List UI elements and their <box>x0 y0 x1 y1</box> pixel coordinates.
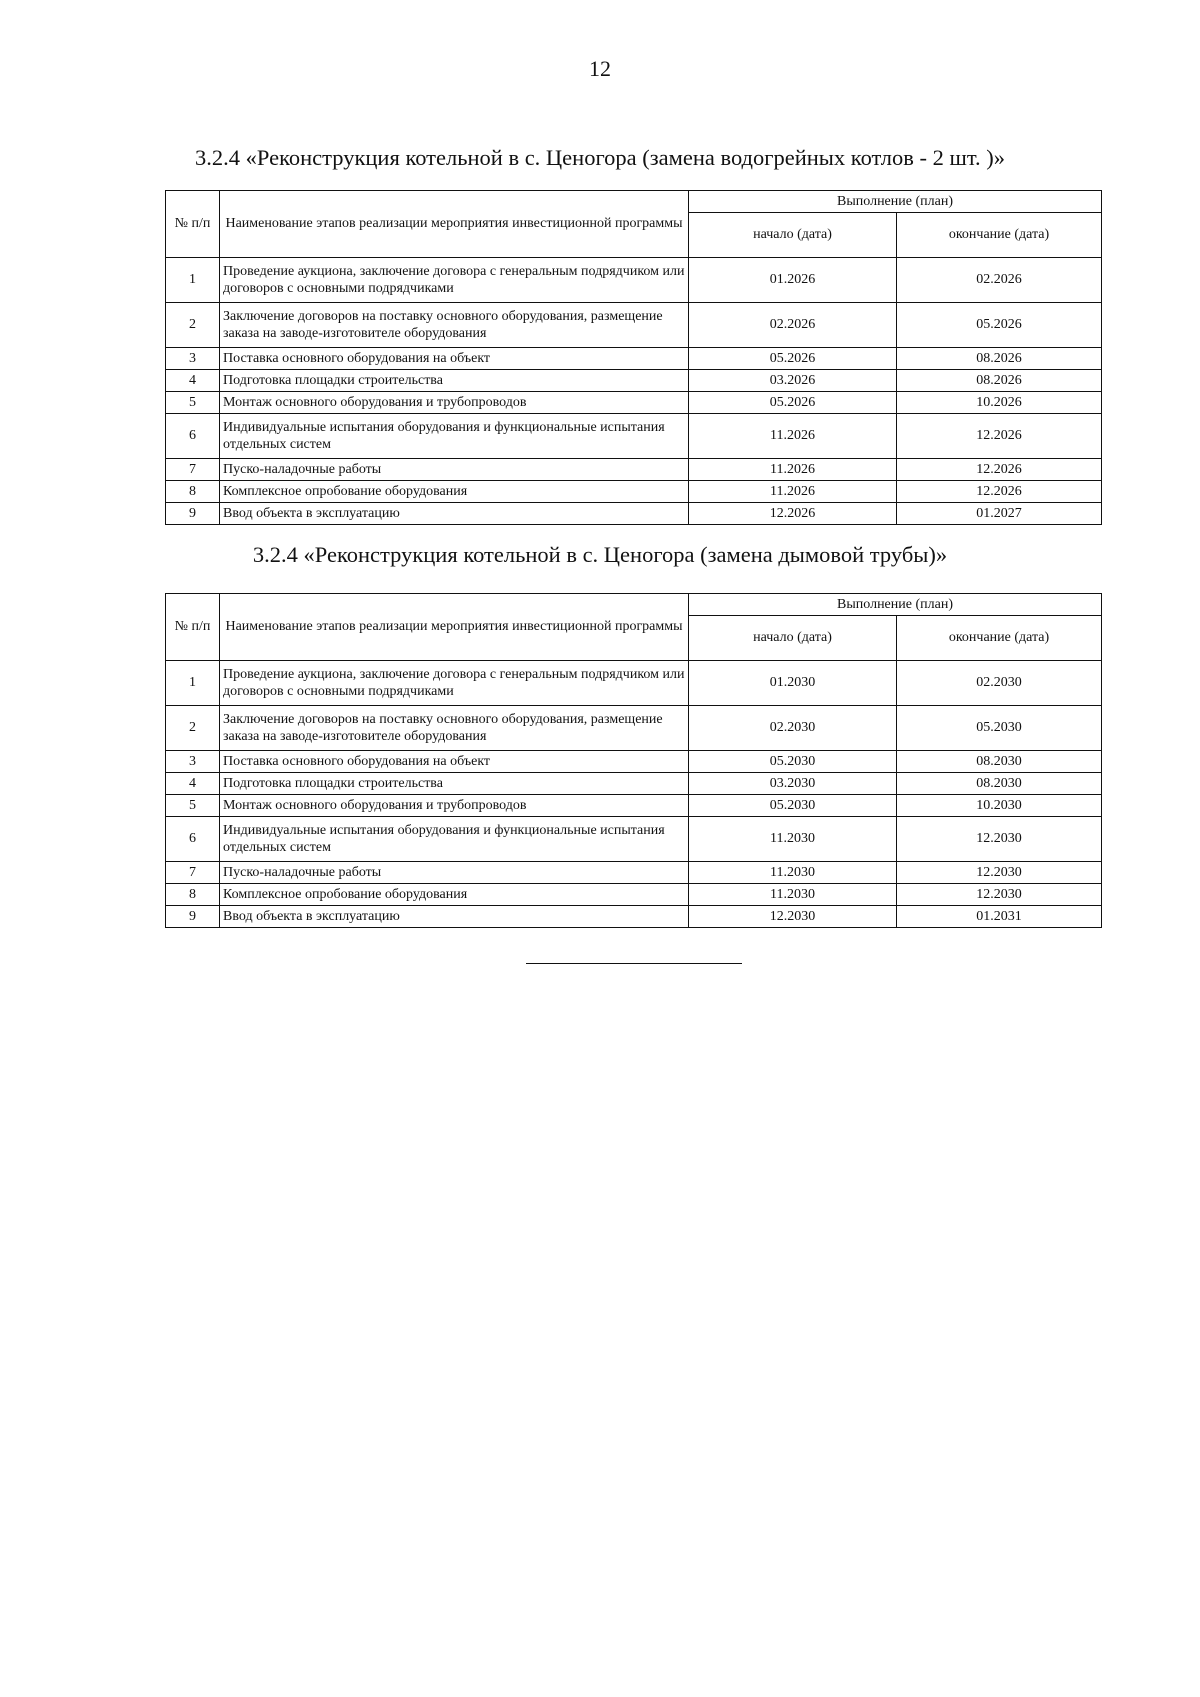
row-num: 2 <box>166 303 220 348</box>
section-title: 3.2.4 «Реконструкция котельной в с. Ценогора (замена дымовой трубы)» <box>252 542 948 567</box>
row-end: 02.2030 <box>897 661 1102 706</box>
row-num: 7 <box>166 459 220 481</box>
table-row <box>166 884 1102 906</box>
table-row <box>166 906 1102 928</box>
row-name: Заключение договоров на поставку основного оборудования, размещение заказа на заводе-изготовителе оборудования <box>220 303 689 348</box>
row-end: 05.2030 <box>897 706 1102 751</box>
table-row <box>166 481 1102 503</box>
table-row <box>166 795 1102 817</box>
row-name: Ввод объекта в эксплуатацию <box>220 503 689 525</box>
row-name: Монтаж основного оборудования и трубопроводов <box>220 795 689 817</box>
row-num: 4 <box>166 370 220 392</box>
row-end: 10.2026 <box>897 392 1102 414</box>
row-name: Ввод объекта в эксплуатацию <box>220 906 689 928</box>
header-name: Наименование этапов реализации мероприятия инвестиционной программы <box>220 191 689 258</box>
row-end: 08.2026 <box>897 370 1102 392</box>
closing-rule <box>526 963 742 964</box>
table-row <box>166 348 1102 370</box>
header-start: начало (дата) <box>689 616 897 661</box>
header-start: начало (дата) <box>689 213 897 258</box>
row-start: 02.2030 <box>689 706 897 751</box>
row-num: 5 <box>166 392 220 414</box>
table-row <box>166 392 1102 414</box>
row-end: 08.2030 <box>897 751 1102 773</box>
row-num: 3 <box>166 348 220 370</box>
row-end: 12.2030 <box>897 817 1102 862</box>
row-start: 05.2030 <box>689 795 897 817</box>
row-num: 8 <box>166 884 220 906</box>
row-end: 12.2030 <box>897 862 1102 884</box>
schedule-table <box>165 190 1102 525</box>
row-num: 2 <box>166 706 220 751</box>
row-start: 12.2026 <box>689 503 897 525</box>
table-row <box>166 706 1102 751</box>
row-num: 3 <box>166 751 220 773</box>
schedule-table <box>165 593 1102 928</box>
row-start: 03.2030 <box>689 773 897 795</box>
header-execution: Выполнение (план) <box>689 191 1102 213</box>
table-row <box>166 414 1102 459</box>
row-start: 05.2026 <box>689 392 897 414</box>
row-name: Поставка основного оборудования на объект <box>220 751 689 773</box>
row-start: 01.2026 <box>689 258 897 303</box>
row-end: 01.2031 <box>897 906 1102 928</box>
row-name: Подготовка площадки строительства <box>220 773 689 795</box>
header-execution: Выполнение (план) <box>689 594 1102 616</box>
row-start: 01.2030 <box>689 661 897 706</box>
row-name: Комплексное опробование оборудования <box>220 481 689 503</box>
table-row <box>166 258 1102 303</box>
row-start: 05.2026 <box>689 348 897 370</box>
row-end: 12.2030 <box>897 884 1102 906</box>
row-start: 11.2030 <box>689 884 897 906</box>
row-name: Пуско-наладочные работы <box>220 459 689 481</box>
row-name: Монтаж основного оборудования и трубопроводов <box>220 392 689 414</box>
row-num: 7 <box>166 862 220 884</box>
header-name: Наименование этапов реализации мероприятия инвестиционной программы <box>220 594 689 661</box>
row-start: 11.2026 <box>689 459 897 481</box>
table-row <box>166 817 1102 862</box>
table-row <box>166 459 1102 481</box>
row-end: 08.2030 <box>897 773 1102 795</box>
row-start: 12.2030 <box>689 906 897 928</box>
row-name: Пуско-наладочные работы <box>220 862 689 884</box>
row-end: 08.2026 <box>897 348 1102 370</box>
section-title: 3.2.4 «Реконструкция котельной в с. Ценогора (замена водогрейных котлов - 2 шт. )» <box>195 145 1005 170</box>
table-row <box>166 751 1102 773</box>
row-name: Индивидуальные испытания оборудования и функциональные испытания отдельных систем <box>220 817 689 862</box>
row-end: 12.2026 <box>897 481 1102 503</box>
row-name: Проведение аукциона, заключение договора с генеральным подрядчиком или договоров с основными подрядчиками <box>220 661 689 706</box>
row-num: 9 <box>166 906 220 928</box>
row-name: Проведение аукциона, заключение договора с генеральным подрядчиком или договоров с основными подрядчиками <box>220 258 689 303</box>
row-name: Поставка основного оборудования на объект <box>220 348 689 370</box>
row-num: 8 <box>166 481 220 503</box>
row-end: 01.2027 <box>897 503 1102 525</box>
row-start: 05.2030 <box>689 751 897 773</box>
row-end: 12.2026 <box>897 414 1102 459</box>
header-end: окончание (дата) <box>897 213 1102 258</box>
row-start: 11.2026 <box>689 414 897 459</box>
header-num: № п/п <box>166 594 220 661</box>
row-start: 03.2026 <box>689 370 897 392</box>
table-row <box>166 370 1102 392</box>
row-num: 6 <box>166 817 220 862</box>
row-num: 1 <box>166 661 220 706</box>
row-end: 05.2026 <box>897 303 1102 348</box>
page-number: 12 <box>589 56 611 81</box>
row-num: 4 <box>166 773 220 795</box>
row-name: Подготовка площадки строительства <box>220 370 689 392</box>
row-name: Индивидуальные испытания оборудования и функциональные испытания отдельных систем <box>220 414 689 459</box>
header-end: окончание (дата) <box>897 616 1102 661</box>
table-row <box>166 503 1102 525</box>
row-start: 02.2026 <box>689 303 897 348</box>
row-end: 12.2026 <box>897 459 1102 481</box>
row-start: 11.2030 <box>689 862 897 884</box>
row-name: Комплексное опробование оборудования <box>220 884 689 906</box>
row-name: Заключение договоров на поставку основного оборудования, размещение заказа на заводе-изготовителе оборудования <box>220 706 689 751</box>
row-start: 11.2030 <box>689 817 897 862</box>
header-num: № п/п <box>166 191 220 258</box>
table-row <box>166 862 1102 884</box>
row-num: 5 <box>166 795 220 817</box>
table-row <box>166 773 1102 795</box>
row-num: 1 <box>166 258 220 303</box>
row-num: 9 <box>166 503 220 525</box>
table-row <box>166 303 1102 348</box>
row-start: 11.2026 <box>689 481 897 503</box>
row-num: 6 <box>166 414 220 459</box>
row-end: 10.2030 <box>897 795 1102 817</box>
row-end: 02.2026 <box>897 258 1102 303</box>
table-row <box>166 661 1102 706</box>
